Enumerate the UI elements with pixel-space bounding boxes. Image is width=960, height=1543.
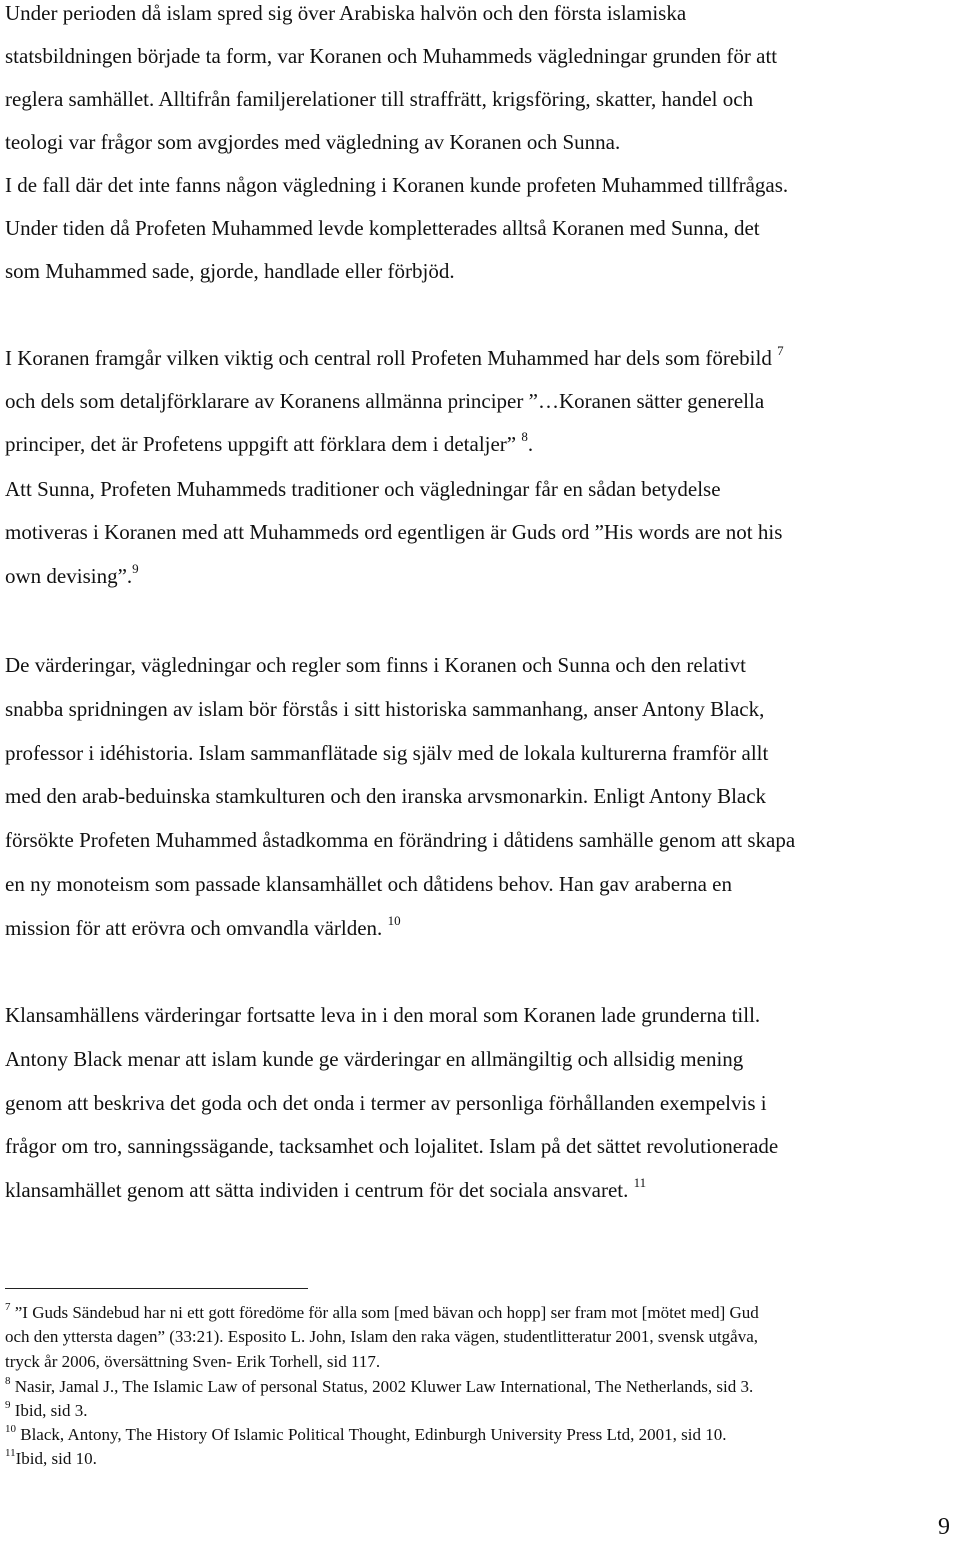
page-number: 9: [938, 1514, 950, 1540]
footnote-line: [5, 1400, 87, 1424]
text-line: som Muhammed sade, gjorde, handlade eller förbjöd.: [5, 259, 455, 283]
text-line: motiveras i Koranen med att Muhammeds ord egentligen är Guds ord ”His words are not his: [5, 520, 783, 544]
footnote-line: och den yttersta dagen” (33:21). Esposito L. John, Islam den raka vägen, studentlitteratur 2001, svensk utgåva,: [5, 1327, 759, 1346]
footnote-text: Ibid, sid 10.: [15, 1449, 97, 1468]
footnote-line: [5, 1424, 727, 1448]
text-run: .: [527, 432, 534, 456]
footnote-ref[interactable]: 11: [633, 1175, 647, 1190]
text-line: statsbildningen började ta form, var Koranen och Muhammeds vägledningar grunden för att: [5, 44, 778, 68]
text-line: De värderingar, vägledningar och regler som finns i Koranen och Sunna och den relativt: [5, 653, 746, 677]
footnote-ref[interactable]: 9: [132, 561, 139, 576]
footnote-number: 9: [5, 1399, 11, 1411]
text-line: [5, 563, 139, 592]
footnote-text: Black, Antony, The History Of Islamic Political Thought, Edinburgh University Press Ltd, 2001, sid 10.: [20, 1425, 727, 1444]
text-line: försökte Profeten Muhammed åstadkomma en förändring i dåtidens samhälle genom att skapa: [5, 828, 796, 852]
text-run: I Koranen framgår vilken viktig och central roll Profeten Muhammed har dels som förebild: [5, 346, 772, 370]
text-line: Under perioden då islam spred sig över Arabiska halvön och den första islamiska: [5, 1, 687, 25]
footnote-line: [5, 1376, 753, 1400]
footnote-number: 11: [5, 1447, 16, 1459]
text-line: snabba spridningen av islam bör förstås i sitt historiska sammanhang, anser Antony Black,: [5, 697, 765, 721]
text-run: klansamhället genom att sätta individen i centrum för det sociala ansvaret.: [5, 1178, 629, 1202]
text-line: Klansamhällens värderingar fortsatte leva in i den moral som Koranen lade grunderna till.: [5, 1003, 761, 1027]
text-run: mission för att erövra och omvandla världen.: [5, 916, 383, 940]
footnote-number: 7: [5, 1301, 11, 1313]
text-line: Antony Black menar att islam kunde ge värderingar en allmängiltig och allsidig mening: [5, 1047, 744, 1071]
text-line: I de fall där det inte fanns någon vägledning i Koranen kunde profeten Muhammed tillfrågas.: [5, 173, 789, 197]
footnote-text: ”I Guds Sändebud har ni ett gott föredöme för alla som [med bävan och hopp] ser fram mot [mötet med] Gud: [14, 1303, 759, 1322]
footnote-text: Ibid, sid 3.: [14, 1401, 88, 1420]
text-line: [5, 431, 533, 460]
footnote-text: Nasir, Jamal J., The Islamic Law of personal Status, 2002 Kluwer Law International, The Netherlands, sid 3.: [14, 1377, 754, 1396]
text-line: [5, 915, 401, 944]
text-line: frågor om tro, sanningssägande, tacksamhet och lojalitet. Islam på det sättet revolutionerade: [5, 1134, 779, 1158]
text-line: professor i idéhistoria. Islam sammanflätade sig själv med de lokala kulturerna framför allt: [5, 741, 769, 765]
footnote-line: [5, 1448, 97, 1472]
text-line: genom att beskriva det goda och det onda i termer av personliga förhållanden exempelvis i: [5, 1091, 767, 1115]
footnote-number: 8: [5, 1375, 11, 1387]
text-line: med den arab-beduinska stamkulturen och den iranska arvsmonarkin. Enligt Antony Black: [5, 784, 767, 808]
text-line: Att Sunna, Profeten Muhammeds traditioner och vägledningar får en sådan betydelse: [5, 477, 721, 501]
footnote-line: [5, 1302, 759, 1326]
text-line: reglera samhället. Alltifrån familjerelationer till straffrätt, krigsföring, skatter, handel och: [5, 87, 754, 111]
footnote-line: tryck år 2006, översättning Sven- Erik Torhell, sid 117.: [5, 1352, 381, 1371]
footnote-ref[interactable]: 10: [387, 913, 401, 928]
text-line: och dels som detaljförklarare av Koranens allmänna principer ”…Koranen sätter generella: [5, 389, 765, 413]
text-run: principer, det är Profetens uppgift att förklara dem i detaljer”: [5, 432, 517, 456]
text-run: own devising”.: [5, 564, 133, 588]
footnote-number: 10: [5, 1423, 16, 1435]
text-line: en ny monoteism som passade klansamhället och dåtidens behov. Han gav araberna en: [5, 872, 733, 896]
text-line: Under tiden då Profeten Muhammed levde kompletterades alltså Koranen med Sunna, det: [5, 216, 760, 240]
text-line: teologi var frågor som avgjordes med vägledning av Koranen och Sunna.: [5, 130, 621, 154]
text-line: [5, 345, 784, 374]
footnote-ref[interactable]: 7: [777, 343, 784, 358]
footnote-separator: [5, 1288, 308, 1289]
footnote-ref[interactable]: 8: [521, 429, 528, 444]
text-line: [5, 1177, 646, 1206]
